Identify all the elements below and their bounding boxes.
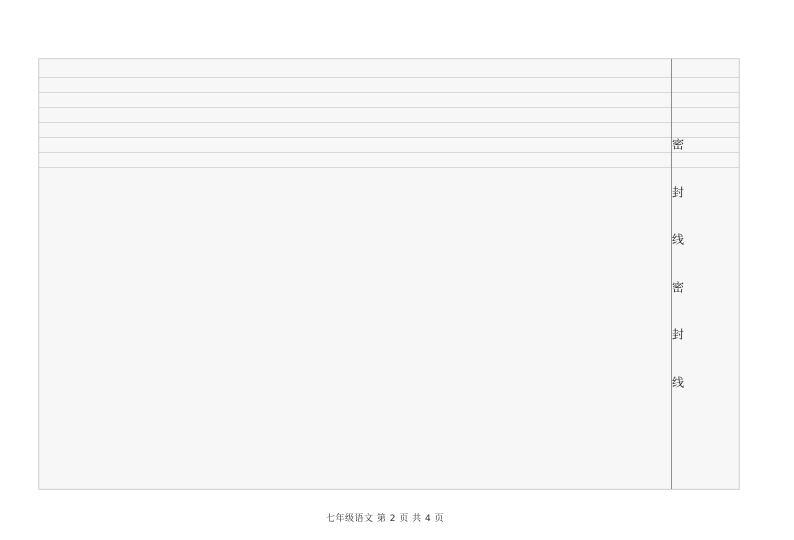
seal-label: 密 — [670, 280, 685, 293]
seal-label: 封 — [670, 185, 685, 198]
seal-label: 线 — [670, 375, 685, 388]
rule-line — [39, 92, 739, 93]
rule-line — [39, 167, 739, 168]
rule-line — [39, 137, 739, 138]
page-footer: 七年级语文 第 2 页 共 4 页 — [326, 514, 445, 524]
seal-label: 封 — [670, 328, 685, 341]
text-block-left-middle — [49, 203, 284, 317]
text-block-left-top — [49, 69, 284, 197]
seal-label: 线 — [670, 233, 685, 246]
rule-line — [39, 107, 739, 108]
rule-line — [39, 152, 739, 153]
rule-line — [39, 122, 739, 123]
text-block-right — [294, 69, 529, 477]
scanned-sheet — [38, 58, 740, 490]
text-block-left-bottom — [49, 321, 284, 477]
rule-line — [39, 77, 739, 78]
seal-line-labels — [663, 138, 693, 388]
seal-label: 密 — [670, 138, 685, 150]
